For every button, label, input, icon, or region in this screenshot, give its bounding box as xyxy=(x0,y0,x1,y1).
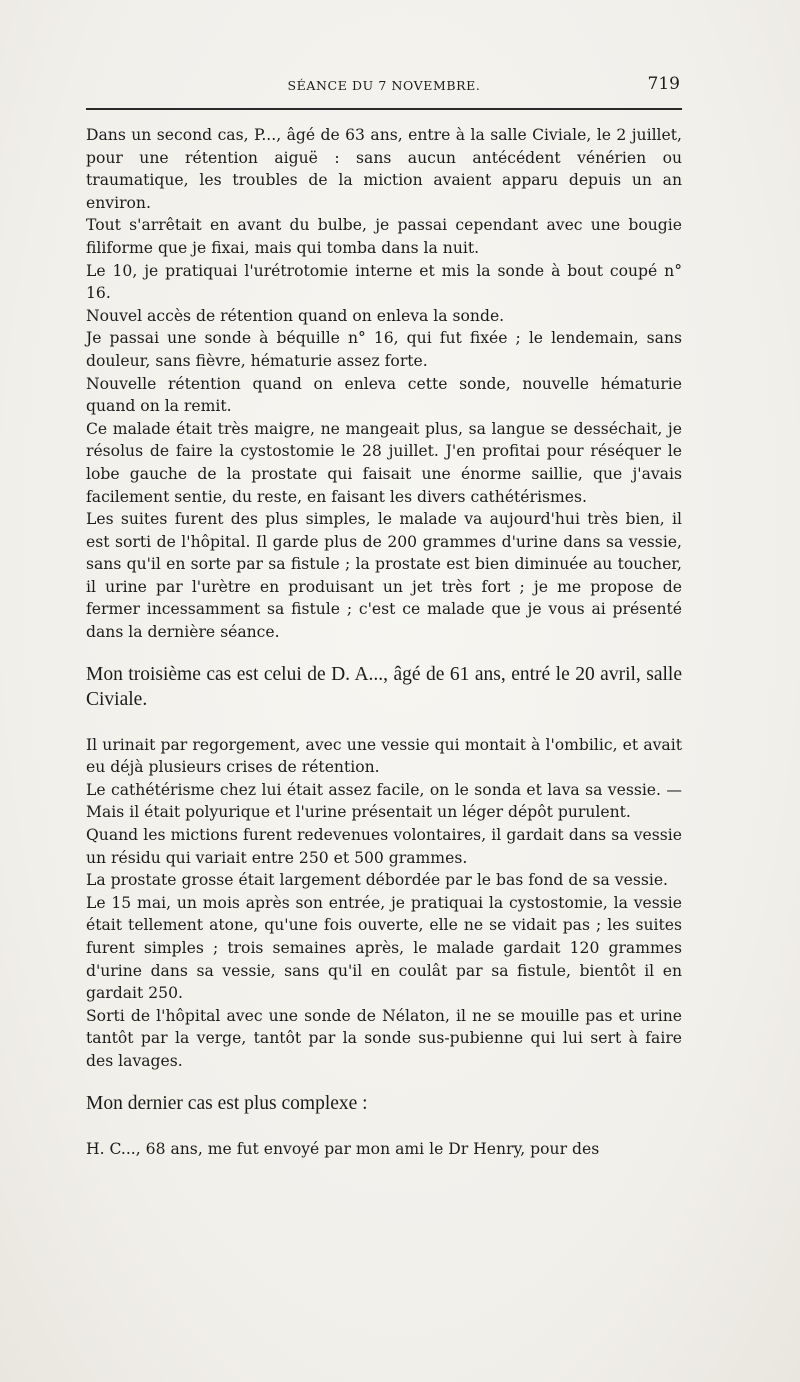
page-number: 719 xyxy=(647,74,680,94)
paragraph: Il urinait par regorgement, avec une vessie qui montait à l'ombilic, et avait eu déjà plusieurs crises de rétention. xyxy=(86,735,682,777)
paragraph: Nouvelle rétention quand on enleva cette sonde, nouvelle hématurie quand on la remit. xyxy=(86,374,682,416)
paragraph: Le 10, je pratiquai l'urétrotomie interne et mis la sonde à bout coupé n° 16. xyxy=(86,261,682,303)
section-heading-last-case: Mon dernier cas est plus complexe : xyxy=(86,1092,368,1114)
final-line: H. C..., 68 ans, me fut envoyé par mon ami le Dr Henry, pour des xyxy=(86,1139,600,1158)
paragraph: Nouvel accès de rétention quand on enleva la sonde. xyxy=(86,306,505,325)
paragraph: Quand les mictions furent redevenues volontaires, il gardait dans sa vessie un résidu qui variait entre 250 et 500 grammes. xyxy=(86,826,682,867)
paragraph: Ce malade était très maigre, ne mangeait plus, sa langue se desséchait, je résolus de faire la cystostomie le 28 juillet. J'en profitai pour réséquer le lobe gauche de la prostate qui faisait une énorme saillie, que j'avais facilement sentie, du reste, en faisant les divers cathétérismes. xyxy=(86,419,682,506)
paragraph: La prostate grosse était largement débordée par le bas fond de sa vessie. xyxy=(86,871,669,890)
paragraph: Tout s'arrêtait en avant du bulbe, je passai cependant avec une bougie filiforme que je fixai, mais qui tomba dans la nuit. xyxy=(86,216,682,257)
section-heading-third-case: Mon troisième cas est celui de D. A..., âgé de 61 ans, entré le 20 avril, salle Civiale. xyxy=(86,663,682,710)
paragraph: Sorti de l'hôpital avec une sonde de Nélaton, il ne se mouille pas et urine tantôt par la verge, tantôt par la sonde sus-pubienne qui lui sert à faire des lavages. xyxy=(86,1006,682,1070)
header-rule xyxy=(86,108,682,110)
paragraph: Les suites furent des plus simples, le malade va aujourd'hui très bien, il est sorti de l'hôpital. Il garde plus de 200 grammes d'urine dans sa vessie, sans qu'il en sorte par sa fistule ; la prostate est bien diminuée au toucher, il urine par l'urètre en produisant un jet très fort ; je me propose de fermer incessamment sa fistule ; c'est ce malade que je vous ai présenté dans la dernière séance. xyxy=(86,510,682,642)
header-title: SÉANCE DU 7 NOVEMBRE. xyxy=(287,78,481,93)
paragraph: Je passai une sonde à béquille n° 16, qui fut fixée ; le lendemain, sans douleur, sans fièvre, hématurie assez forte. xyxy=(86,329,682,370)
paragraph: Le cathétérisme chez lui était assez facile, on le sonda et lava sa vessie. — Mais il était polyurique et l'urine présentait un léger dépôt purulent. xyxy=(86,780,682,822)
paragraph: Dans un second cas, P..., âgé de 63 ans, entre à la salle Civiale, le 2 juillet, pour une rétention aiguë : sans aucun antécédent vénérien ou traumatique, les troubles de la miction avaient apparu depuis un an environ. xyxy=(86,126,682,212)
running-header xyxy=(86,74,682,102)
body-text xyxy=(86,124,682,1160)
paragraph: Le 15 mai, un mois après son entrée, je pratiquai la cystostomie, la vessie était tellement atone, qu'une fois ouverte, elle ne se vidait pas ; les suites furent simples ; trois semaines après, le malade gardait 120 grammes d'urine dans sa vessie, sans qu'il en coulât par sa fistule, bientôt il en gardait 250. xyxy=(86,893,682,1003)
